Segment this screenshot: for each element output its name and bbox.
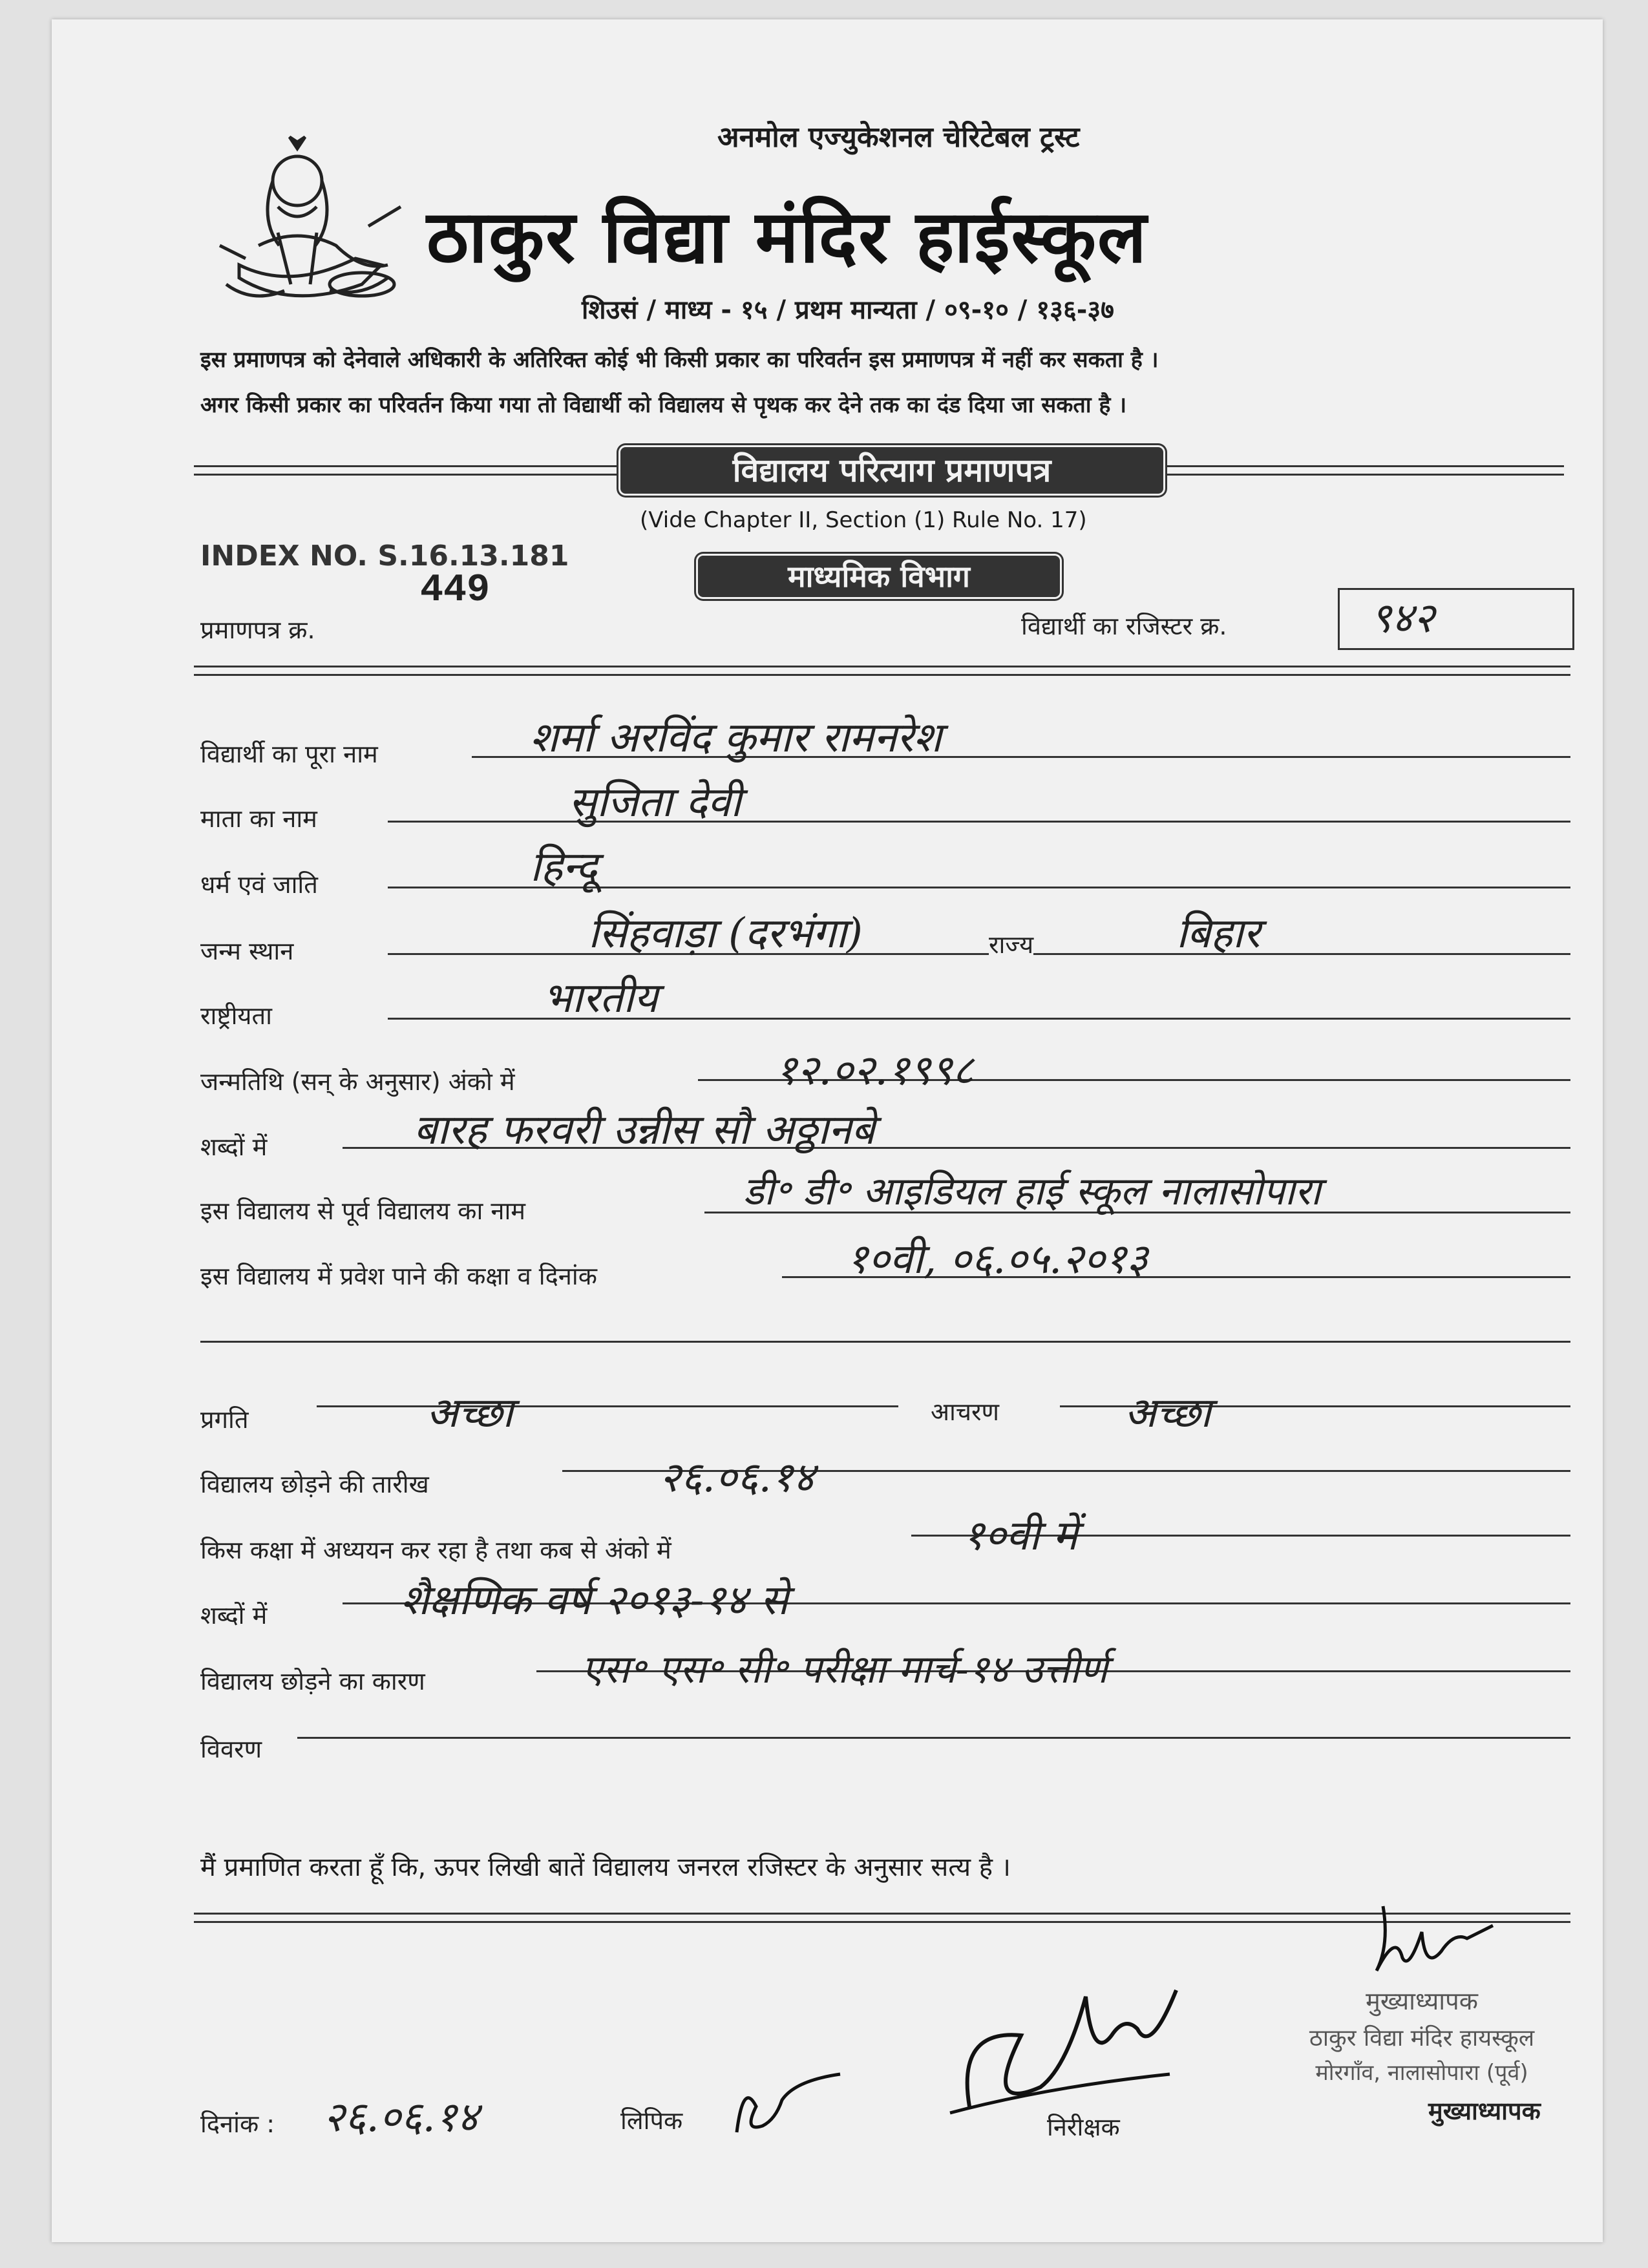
- header-bottom-rule: [194, 666, 1570, 676]
- full-name-label: विद्यार्थी का पूरा नाम: [200, 740, 378, 768]
- certificate-sheet: [52, 19, 1603, 2242]
- conduct-value: अच्छा: [1125, 1389, 1211, 1437]
- admission-value: १०वी, ०६.०५.२०१३: [847, 1235, 1148, 1283]
- notice-line-1: इस प्रमाणपत्र को देनेवाले अधिकारी के अतिरिक्त कोई भी किसी प्रकार का परिवर्तन इस प्रमाणपत्र में नहीं कर सकता है ।: [200, 347, 1159, 373]
- nationality-label: राष्ट्रीयता: [200, 1002, 272, 1030]
- clerk-signature: [724, 2055, 853, 2145]
- inspector-label: निरीक्षक: [1047, 2113, 1120, 2141]
- state-label: राज्य: [989, 927, 1033, 961]
- nationality-value: भारतीय: [543, 974, 658, 1022]
- progress-line: [317, 1405, 898, 1407]
- stamp-line-2: ठाकुर विद्या मंदिर हायस्कूल: [1309, 2025, 1535, 2052]
- clerk-label: लिपिक: [620, 2106, 683, 2135]
- headmaster-signature: [1364, 1893, 1532, 1984]
- inspector-signature: [944, 1964, 1189, 2132]
- religion-label: धर्म एवं जाति: [200, 870, 318, 899]
- certificate-title: विद्यालय परित्याग प्रमाणपत्र: [620, 447, 1163, 494]
- stamp-line-1: मुख्याध्यापक: [1366, 1987, 1478, 2015]
- dob-words-label: शब्दों में: [200, 1133, 268, 1161]
- cert-no-value: 449: [420, 569, 491, 613]
- dob-digits-value: १२.०२.१९९८: [776, 1047, 974, 1095]
- section-banner: माध्यमिक विभाग: [698, 556, 1060, 597]
- trust-name: अनमोल एज्युकेशनल चेरिटेबल ट्रस्ट: [717, 121, 1080, 154]
- register-label: विद्यार्थी का रजिस्टर क्र.: [1021, 612, 1227, 640]
- class-studying-label: किस कक्षा में अध्ययन कर रहा है तथा कब से अंको में: [200, 1536, 671, 1564]
- school-name: ठाकुर विद्या मंदिर हाईस्कूल: [427, 195, 1148, 279]
- school-stamp: [1267, 1984, 1577, 2086]
- previous-school-value: डी॰ डी॰ आइडियल हाई स्कूल नालासोपारा: [743, 1169, 1321, 1214]
- birth-place-line: [388, 953, 1570, 955]
- since-words-value: शैक्षणिक वर्ष २०१३-१४ से: [401, 1577, 788, 1624]
- mother-name-label: माता का नाम: [200, 804, 317, 833]
- index-number: INDEX NO. S.16.13.181: [200, 540, 569, 572]
- saraswati-logo-icon: [200, 136, 414, 330]
- religion-value: हिन्दू: [530, 843, 598, 891]
- leaving-date-value: २६.०६.१४: [659, 1454, 815, 1502]
- leaving-date-label: विद्यालय छोड़ने की तारीख: [200, 1470, 429, 1498]
- footer-date-value: २६.०६.१४: [323, 2094, 479, 2141]
- rule-reference: (Vide Chapter II, Section (1) Rule No. 17): [640, 507, 1087, 533]
- stamp-line-3: मोरगाँव, नालासोपारा (पूर्व): [1315, 2060, 1528, 2086]
- blank-line: [200, 1341, 1570, 1343]
- certification-statement: मैं प्रमाणित करता हूँ कि, ऊपर लिखी बातें विद्यालय जनरल रजिस्टर के अनुसार सत्य है ।: [200, 1853, 1011, 1882]
- conduct-label: आचरण: [931, 1398, 999, 1426]
- admission-label: इस विद्यालय में प्रवेश पाने की कक्षा व दिनांक: [200, 1262, 597, 1290]
- register-value: ९४२: [1370, 594, 1435, 642]
- mother-name-line: [388, 821, 1570, 823]
- progress-value: अच्छा: [427, 1389, 513, 1437]
- dob-words-value: बारह फरवरी उन्नीस सौ अठ्ठानबे: [414, 1106, 875, 1154]
- leaving-reason-label: विद्यालय छोड़ने का कारण: [200, 1667, 425, 1696]
- cert-no-label: प्रमाणपत्र क्र.: [200, 616, 315, 644]
- remarks-line: [297, 1737, 1570, 1739]
- mother-name-value: सुजिता देवी: [569, 779, 741, 826]
- state-value: बिहार: [1176, 910, 1260, 958]
- recognition-number: शिउसं / माध्य - १५ / प्रथम मान्यता / ०९-१० / १३६-३७: [582, 295, 1114, 325]
- birth-place-value: सिंहवाड़ा (दरभंगा): [588, 910, 863, 958]
- title-rule-left: [194, 465, 620, 476]
- dob-digits-label: जन्मतिथि (सन् के अनुसार) अंको में: [200, 1067, 515, 1096]
- birth-place-label: जन्म स्थान: [200, 937, 294, 965]
- notice-line-2: अगर किसी प्रकार का परिवर्तन किया गया तो विद्यार्थी को विद्यालय से पृथक कर देने तक का दंड दिया जा सकता है ।: [200, 392, 1127, 418]
- progress-label: प्रगति: [200, 1405, 249, 1434]
- full-name-value: शर्मा अरविंद कुमार रामनरेश: [530, 714, 942, 762]
- headmaster-label: मुख्याध्यापक: [1428, 2097, 1541, 2125]
- class-studying-value: १०वी में: [963, 1512, 1078, 1560]
- leaving-reason-value: एस॰ एस॰ सी॰ परीक्षा मार्च-१४ उत्तीर्ण: [582, 1647, 1108, 1692]
- footer-date-label: दिनांक :: [200, 2110, 275, 2138]
- since-words-label: शब्दों में: [200, 1601, 268, 1630]
- previous-school-label: इस विद्यालय से पूर्व विद्यालय का नाम: [200, 1197, 526, 1225]
- title-rule-right: [1163, 465, 1564, 476]
- remarks-label: विवरण: [200, 1735, 262, 1763]
